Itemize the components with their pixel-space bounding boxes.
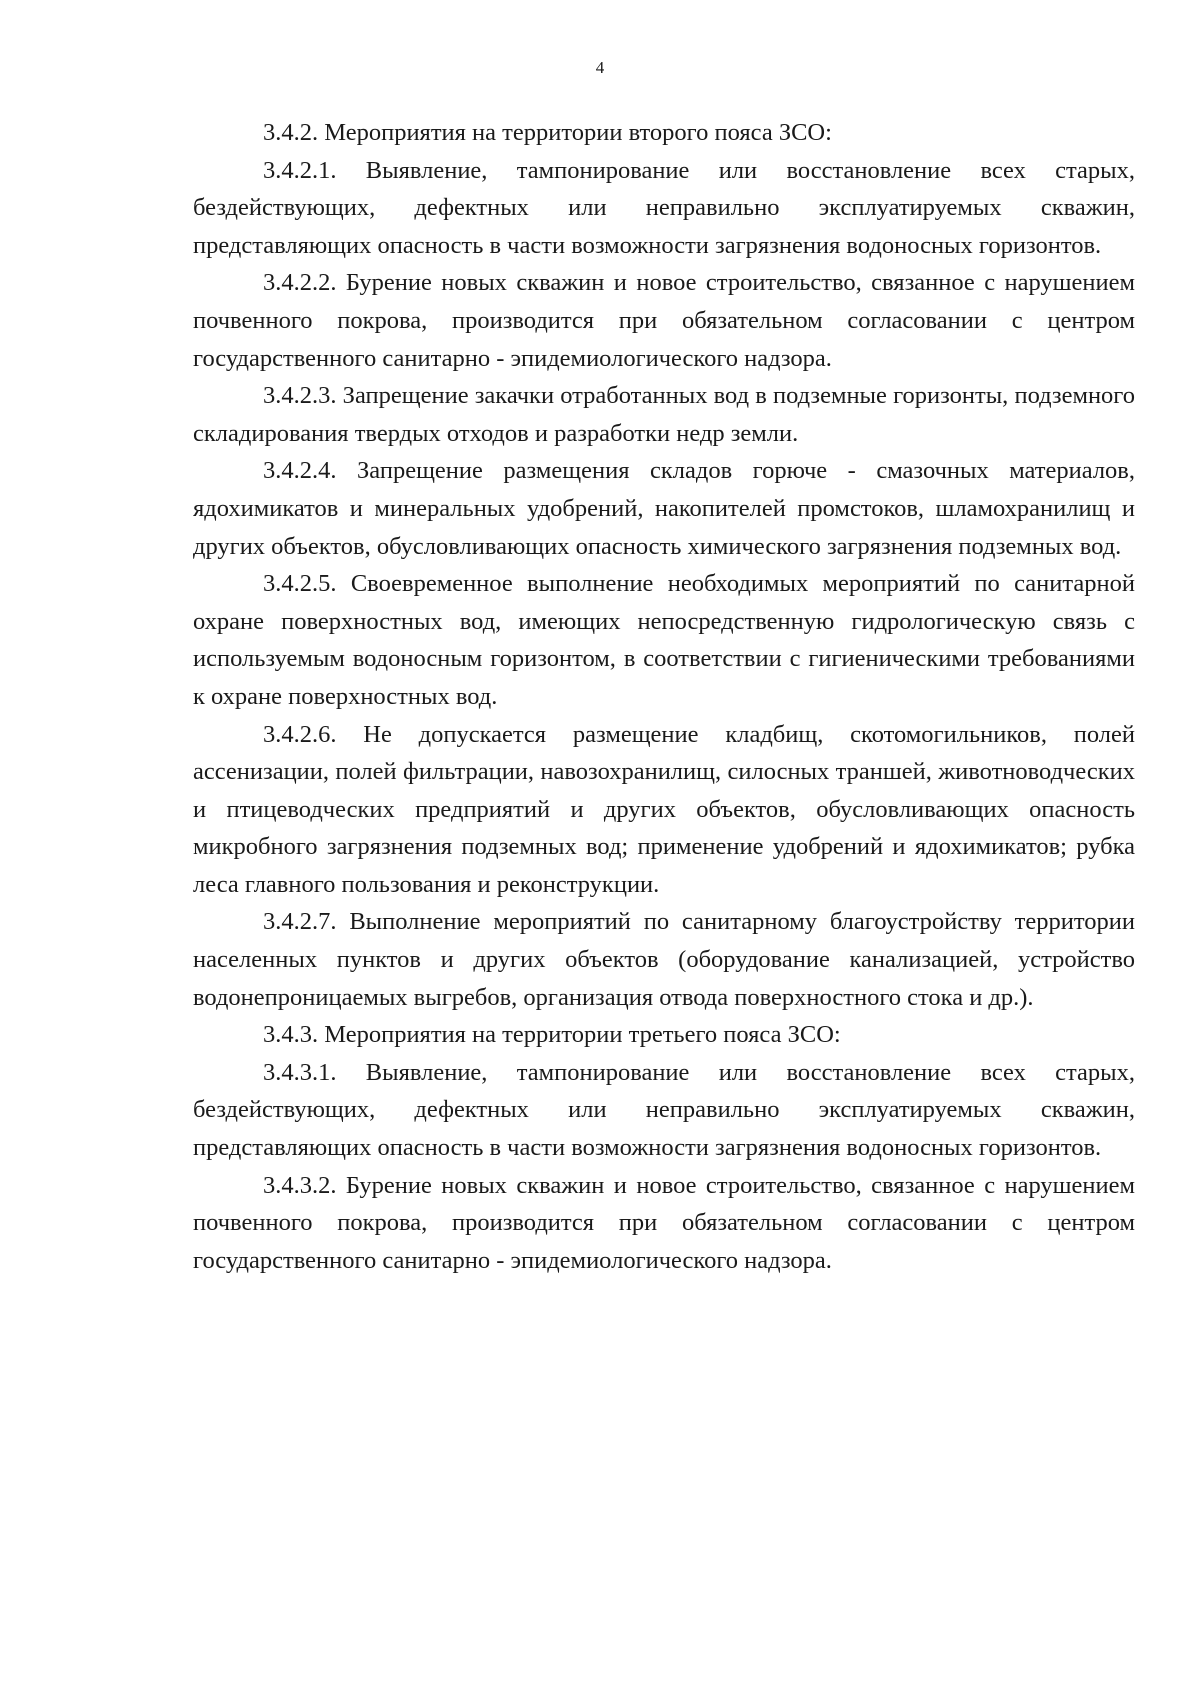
document-body (193, 114, 1135, 1279)
paragraph-3-4-2-1: 3.4.2.1. Выявление, тампонирование или восстановление всех старых, бездействующих, дефектных или неправильно эксплуатируемых скважин, представляющих опасность в части возможности загрязнения водоносных горизонтов. (193, 156, 1135, 259)
paragraph-3-4-2: 3.4.2. Мероприятия на территории второго пояса ЗСО: (263, 119, 832, 146)
paragraph-3-4-3-1: 3.4.3.1. Выявление, тампонирование или восстановление всех старых, бездействующих, дефектных или неправильно эксплуатируемых скважин, представляющих опасность в части возможности загрязнения водоносных горизонтов. (193, 1058, 1135, 1162)
paragraph-3-4-3-2: 3.4.3.2. Бурение новых скважин и новое строительство, связанное с нарушением почвенного покрова, производится при обязательном согласовании с центром государственного санитарно - эпидемиологического надзора. (193, 1171, 1135, 1274)
paragraph-3-4-2-4: 3.4.2.4. Запрещение размещения складов горюче - смазочных материалов, ядохимикатов и минеральных удобрений, накопителей промстоков, шламохранилищ и других объектов, обусловливающих опасность химического загрязнения подземных вод. (193, 457, 1135, 560)
paragraph-3-4-2-7: 3.4.2.7. Выполнение мероприятий по санитарному благоустройству территории населенных пунктов и других объектов (оборудование канализацией, устройство водонепроницаемых выгребов, организация отвода поверхностного стока и др.). (193, 908, 1135, 1011)
paragraph-3-4-3: 3.4.3. Мероприятия на территории третьего пояса ЗСО: (263, 1021, 841, 1049)
page-number: 4 (595, 58, 605, 77)
paragraph-3-4-2-2: 3.4.2.2. Бурение новых скважин и новое строительство, связанное с нарушением почвенного покрова, производится при обязательном согласовании с центром государственного санитарно - эпидемиологического надзора. (193, 269, 1135, 372)
paragraph-3-4-2-6: 3.4.2.6. Не допускается размещение кладбищ, скотомогильников, полей ассенизации, полей фильтрации, навозохранилищ, силосных траншей, животноводческих и птицеводческих предприятий и других объектов, обусловливающих опасность микробного загрязнения подземных вод; применение удобрений и ядохимикатов; рубка леса главного пользования и реконструкции. (193, 720, 1135, 898)
paragraph-3-4-2-5: 3.4.2.5. Своевременное выполнение необходимых мероприятий по санитарной охране поверхностных вод, имеющих непосредственную гидрологическую связь с используемым водоносным горизонтом, в соответствии с гигиеническими требованиями к охране поверхностных вод. (193, 570, 1135, 710)
paragraph-3-4-2-3: 3.4.2.3. Запрещение закачки отработанных вод в подземные горизонты, подземного складирования твердых отходов и разработки недр земли. (193, 382, 1135, 447)
